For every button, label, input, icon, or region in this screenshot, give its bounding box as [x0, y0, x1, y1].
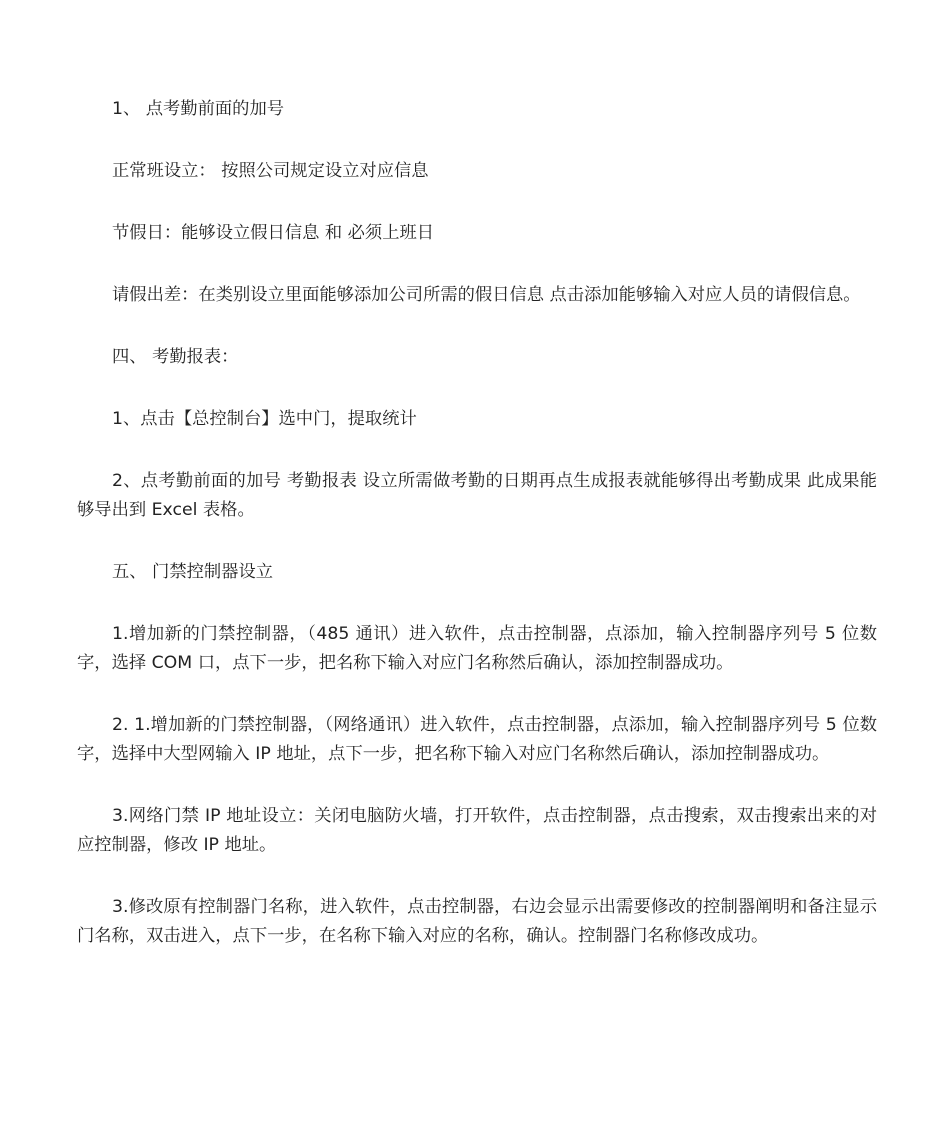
controller-step-3-ip: 3.网络门禁 IP 地址设立：关闭电脑防火墙，打开软件，点击控制器，点击搜索，双击搜索出来的对应控制器，修改 IP 地址。: [77, 806, 877, 855]
controller-step-3-rename: 3.修改原有控制器门名称，进入软件，点击控制器，右边会显示出需要修改的控制器阐明和备注显示门名称，双击进入，点下一步，在名称下输入对应的名称，确认。控制器门名称修改成功。: [77, 897, 877, 946]
document-page: [77, 95, 877, 984]
report-step-1: 1、点击【总控制台】选中门，提取统计: [112, 409, 417, 429]
report-step-2: 2、点考勤前面的加号 考勤报表 设立所需做考勤的日期再点生成报表就能够得出考勤成果 此成果能够导出到 Excel 表格。: [77, 471, 877, 520]
section-5-heading: 五、 门禁控制器设立: [112, 562, 274, 582]
step-1-heading: 1、 点考勤前面的加号: [112, 99, 285, 119]
controller-step-2: 2. 1.增加新的门禁控制器，（网络通讯）进入软件，点击控制器，点添加，输入控制器序列号 5 位数字，选择中大型网输入 IP 地址，点下一步，把名称下输入对应门名称然后确认，添加控制器成功。: [77, 715, 877, 764]
holiday-paragraph: 节假日：能够设立假日信息 和 必须上班日: [112, 223, 435, 243]
controller-step-1: 1.增加新的门禁控制器，（485 通讯）进入软件，点击控制器，点添加，输入控制器序列号 5 位数字，选择 COM 口，点下一步，把名称下输入对应门名称然后确认，添加控制器成功。: [77, 624, 877, 673]
normal-shift-paragraph: 正常班设立： 按照公司规定设立对应信息: [112, 161, 429, 181]
leave-paragraph: 请假出差：在类别设立里面能够添加公司所需的假日信息 点击添加能够输入对应人员的请假信息。: [112, 285, 861, 305]
section-4-heading: 四、 考勤报表：: [112, 347, 239, 367]
